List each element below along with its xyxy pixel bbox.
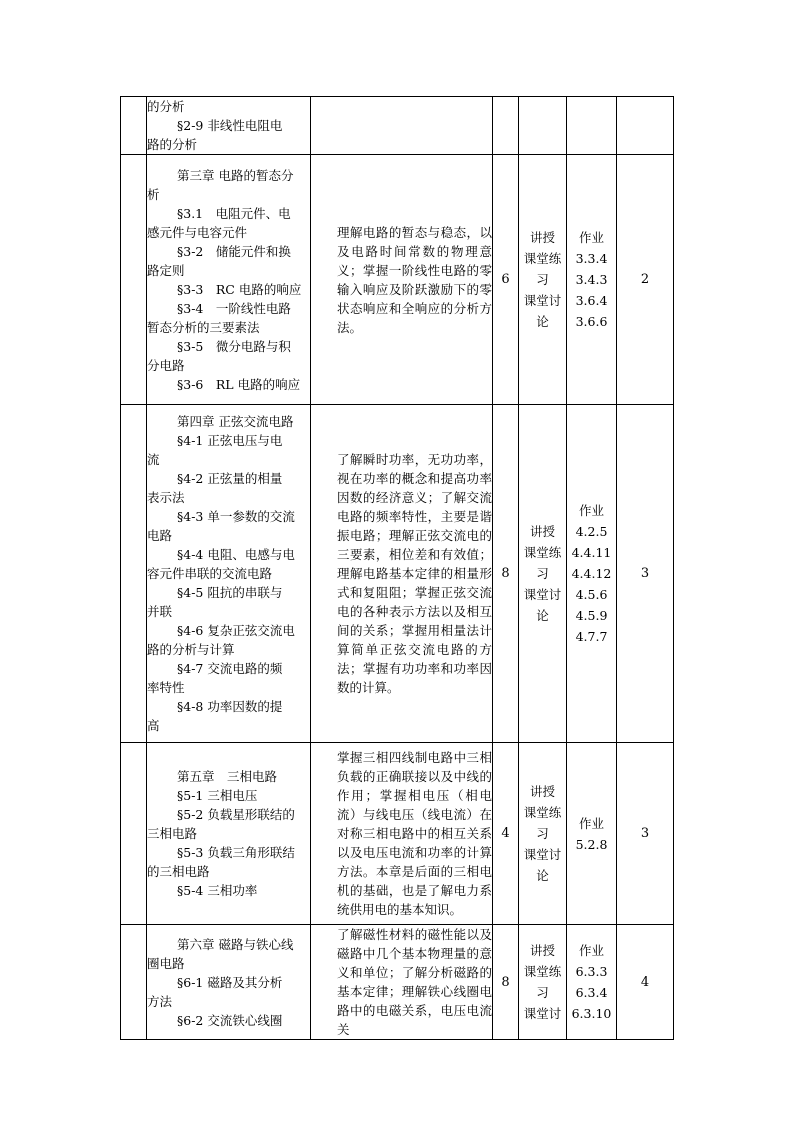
topic-line: §3-4 一阶线性电路: [177, 300, 291, 316]
topic-line: §3-6 RL 电路的响应: [177, 376, 301, 392]
homework-line: 作业: [578, 815, 604, 831]
teaching-method-cell: [519, 925, 567, 1040]
homework-line: 4.5.6: [575, 587, 608, 602]
teaching-objective-cell: [311, 97, 493, 155]
method-line: 课堂练: [523, 805, 562, 820]
topic-line: 的三相电路: [147, 864, 210, 879]
topic-line: §4-6 复杂正弦交流电: [177, 623, 295, 638]
homework-line: 4.5.9: [575, 608, 608, 623]
homework-line: 4.4.12: [571, 566, 612, 581]
weight-cell: 4: [617, 925, 674, 1040]
topic-line: §3.1 电阻元件、电: [177, 205, 291, 221]
method-line: 习: [536, 272, 549, 287]
topic-line: 并联: [147, 604, 173, 619]
homework-cell: [567, 155, 617, 405]
homework-line: 3.4.3: [575, 272, 608, 287]
table-row: [121, 925, 674, 1040]
homework-cell: [567, 405, 617, 743]
class-hours-cell: [493, 97, 519, 155]
method-line: 论: [536, 314, 549, 329]
topic-line: 路的分析: [147, 137, 198, 152]
topic-line: 路的分析与计算: [147, 642, 235, 657]
empty-cell: [121, 155, 147, 405]
topic-line: 第六章 磁路与铁心线: [177, 936, 294, 952]
topic-line: §3-3 RC 电路的响应: [177, 281, 302, 297]
topic-line: §5-4 三相功率: [177, 883, 258, 898]
class-hours-cell: 6: [493, 155, 519, 405]
teaching-method-cell: [519, 155, 567, 405]
topic-line: 第三章 电路的暂态分: [177, 167, 294, 183]
table-row: [121, 743, 674, 925]
topic-line: §6-2 交流铁心线圈: [177, 1012, 283, 1028]
topic-line: 路定则: [147, 262, 185, 278]
teaching-method-cell: [519, 743, 567, 925]
topic-line: 第五章 三相电路: [177, 769, 278, 784]
topic-line: §4-7 交流电路的频: [177, 661, 283, 676]
chapter-topics-cell: [147, 743, 311, 925]
homework-cell: [567, 97, 617, 155]
topic-line: 析: [147, 186, 160, 202]
table-row: [121, 155, 674, 405]
homework-cell: [567, 925, 617, 1040]
topic-line: 的分析: [147, 99, 185, 114]
method-line: 课堂讨: [523, 293, 562, 308]
method-line: 讲授: [529, 230, 555, 245]
method-line: 课堂练: [523, 964, 562, 979]
empty-cell: [121, 743, 147, 925]
method-line: 习: [536, 826, 549, 841]
method-line: 习: [536, 566, 549, 581]
chapter-topics-cell: [147, 97, 311, 155]
method-line: 课堂练: [523, 545, 562, 560]
homework-line: 4.7.7: [575, 629, 608, 644]
topic-line: §5-2 负载星形联结的: [177, 807, 295, 822]
homework-line: 作业: [578, 503, 604, 518]
topic-line: §5-3 负载三角形联结: [177, 845, 295, 860]
topic-line: §3-5 微分电路与积: [177, 338, 291, 354]
topic-line: §3-2 储能元件和换: [177, 243, 291, 259]
homework-line: 6.3.10: [571, 1006, 612, 1021]
topic-line: §6-1 磁路及其分析: [177, 974, 283, 990]
class-hours-cell: 8: [493, 405, 519, 743]
teaching-objective-cell: [311, 155, 493, 405]
topic-line: 三相电路: [147, 826, 198, 841]
method-line: 课堂练: [523, 251, 562, 266]
topic-line: §4-2 正弦量的相量: [177, 471, 283, 486]
objective-text: 理解电路的暂态与稳态，以及电路时间常数的物理意义；掌握一阶线性电路的零输入响应及阶跃激励下的零状态响应和全响应的分析方法。: [337, 224, 492, 335]
topic-line: §5-1 三相电压: [177, 788, 258, 803]
homework-line: 6.3.3: [575, 964, 608, 979]
topic-line: §4-8 功率因数的提: [177, 699, 283, 714]
weight-cell: 3: [617, 743, 674, 925]
homework-cell: [567, 743, 617, 925]
empty-cell: [121, 925, 147, 1040]
homework-line: 3.3.4: [575, 251, 608, 266]
topic-line: 流: [147, 452, 160, 467]
homework-line: 3.6.6: [575, 314, 608, 329]
homework-line: 作业: [578, 943, 604, 958]
homework-line: 4.4.11: [571, 545, 612, 560]
topic-line: §4-1 正弦电压与电: [177, 433, 283, 448]
topic-line: 电路: [147, 528, 173, 543]
topic-line: 第四章 正弦交流电路: [177, 414, 294, 429]
topic-line: 率特性: [147, 680, 185, 695]
method-line: 论: [536, 608, 549, 623]
method-line: 课堂讨: [523, 1006, 562, 1021]
topic-line: 圈电路: [147, 955, 185, 971]
weight-cell: [617, 97, 674, 155]
topic-line: §4-5 阻抗的串联与: [177, 585, 283, 600]
weight-cell: 3: [617, 405, 674, 743]
chapter-topics-cell: [147, 925, 311, 1040]
topic-line: §4-3 单一参数的交流: [177, 509, 295, 524]
method-line: 习: [536, 985, 549, 1000]
homework-line: 6.3.4: [575, 985, 608, 1000]
topic-line: 暂态分析的三要素法: [147, 319, 260, 335]
teaching-objective-cell: [311, 743, 493, 925]
homework-line: 5.2.8: [575, 836, 608, 852]
homework-line: 作业: [578, 230, 604, 245]
teaching-objective-cell: [311, 405, 493, 743]
topic-line: 分电路: [147, 357, 185, 373]
class-hours-cell: 4: [493, 743, 519, 925]
table-row: [121, 97, 674, 155]
teaching-method-cell: [519, 405, 567, 743]
method-line: 讲授: [529, 784, 555, 799]
table-row: [121, 405, 674, 743]
class-hours-cell: 8: [493, 925, 519, 1040]
topic-line: 感元件与电容元件: [147, 224, 248, 240]
objective-text: 了解磁性材料的磁性能以及磁路中几个基本物理量的意义和单位；了解分析磁路的基本定律；理解铁心线圈电路中的电磁关系，电压电流关: [337, 927, 492, 1037]
method-line: 课堂讨: [523, 847, 562, 862]
chapter-topics-cell: [147, 155, 311, 405]
topic-line: 方法: [147, 993, 173, 1009]
topic-line: 容元件串联的交流电路: [147, 566, 273, 581]
homework-line: 3.6.4: [575, 293, 608, 308]
empty-cell: [121, 97, 147, 155]
topic-line: 表示法: [147, 490, 185, 505]
objective-text: 了解瞬时功率，无功功率，视在功率的概念和提高功率因数的经济意义；了解交流电路的频率特性，主要是谐振电路；理解正弦交流电的三要素，相位差和有效值；理解电路基本定律的相量形式和复阻阻；掌握正弦交流电的各种表示方法以及相互间的关系；掌握用相量法计算简单正弦交流电路的方法；掌握有功功率和功率因数的计算。: [337, 452, 492, 695]
weight-cell: 2: [617, 155, 674, 405]
teaching-method-cell: [519, 97, 567, 155]
topic-line: §2-9 非线性电阻电: [177, 118, 283, 133]
homework-line: 4.2.5: [575, 524, 608, 539]
syllabus-table: [120, 96, 674, 1040]
chapter-topics-cell: [147, 405, 311, 743]
method-line: 论: [536, 868, 549, 883]
teaching-objective-cell: [311, 925, 493, 1040]
method-line: 课堂讨: [523, 587, 562, 602]
objective-text: 掌握三相四线制电路中三相负载的正确联接以及中线的作用；掌握相电压（相电流）与线电压（线电流）在对称三相电路中的相互关系以及电压电流和功率的计算方法。本章是后面的三相电机的基础，也是了解电力系统供用电的基本知识。: [337, 750, 492, 917]
topic-line: §4-4 电阻、电感与电: [177, 547, 295, 562]
empty-cell: [121, 405, 147, 743]
topic-line: 高: [147, 718, 160, 733]
method-line: 讲授: [529, 943, 555, 958]
method-line: 讲授: [529, 524, 555, 539]
